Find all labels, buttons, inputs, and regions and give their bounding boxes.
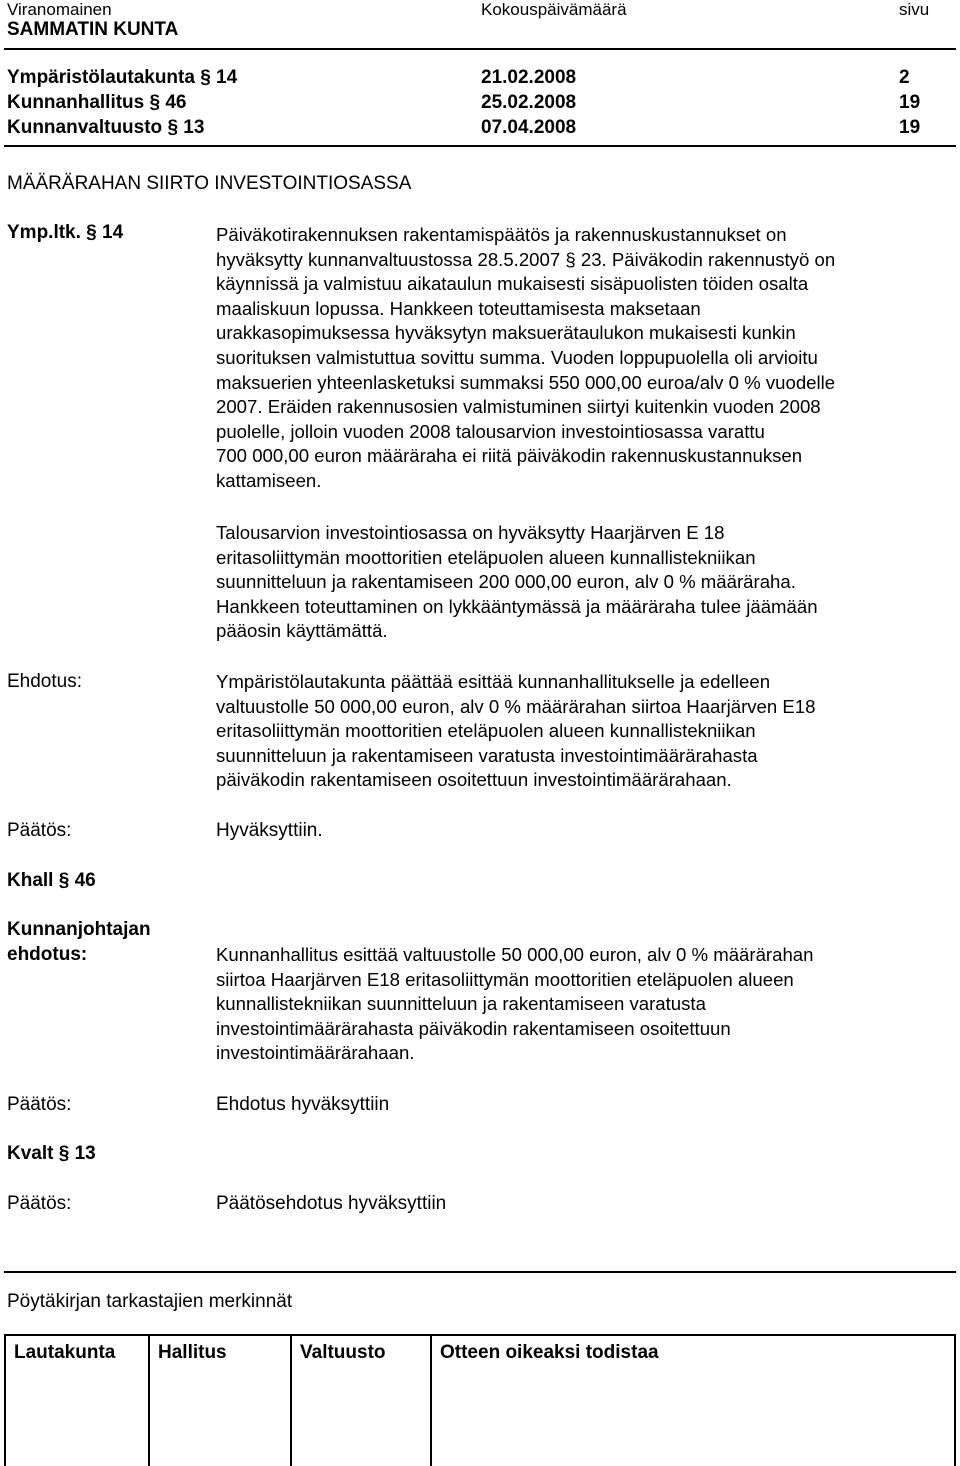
signature-column-label: Valtuusto xyxy=(300,1342,386,1363)
text-line: siirtoa Haarjärven E18 eritasoliittymän moottoritien eteläpuolen alueen xyxy=(216,968,794,990)
meeting-body: Ympäristölautakunta § 14 xyxy=(7,67,238,88)
header-page-label: sivu xyxy=(899,0,930,19)
text-line: Talousarvion investointiosassa on hyväksytty Haarjärven E 18 xyxy=(216,522,725,543)
reviewers-notes-title: Pöytäkirjan tarkastajien merkinnät xyxy=(7,1291,293,1312)
section-label-ymp: Ymp.ltk. § 14 xyxy=(7,222,124,243)
signature-cell-assembly xyxy=(292,1336,432,1466)
text-line: investointimäärärahaan. xyxy=(216,1042,415,1064)
signature-cell-council xyxy=(150,1336,292,1466)
kvalt-decision: Päätösehdotus hyväksyttiin xyxy=(216,1193,447,1214)
text-line: maksuerien yhteenlasketuksi summaksi 550 000,00 euroa/alv 0 % vuodelle xyxy=(216,371,836,393)
khall-proposal xyxy=(216,943,813,1066)
signature-cell-board xyxy=(6,1336,150,1466)
document-title: MÄÄRÄRAHAN SIIRTO INVESTOINTIOSASSA xyxy=(7,173,412,194)
meeting-body: Kunnanvaltuusto § 13 xyxy=(7,117,205,138)
header-authority-label: Viranomainen xyxy=(7,0,112,19)
text-line: pääosin käyttämättä. xyxy=(216,620,388,642)
text-line: investointimäärärahasta päiväkodin rakentamiseen osoitettuun xyxy=(216,1017,731,1039)
ymp-paragraph-1 xyxy=(216,223,835,494)
ymp-proposal-label: Ehdotus: xyxy=(7,671,82,692)
ymp-paragraph-2 xyxy=(216,521,818,644)
header-meeting-date-label: Kokouspäivämäärä xyxy=(481,0,627,19)
text-line: päiväkodin rakentamiseen osoitettuun investointimäärärahaan. xyxy=(216,769,732,791)
signature-cell-certified-copy xyxy=(432,1336,954,1466)
meeting-date: 07.04.2008 xyxy=(481,117,577,138)
meeting-page: 19 xyxy=(899,92,921,113)
ymp-decision: Hyväksyttiin. xyxy=(216,820,323,841)
signature-column-label: Otteen oikeaksi todistaa xyxy=(440,1342,659,1363)
text-line: maaliskuun lopussa. Hankkeen toteuttamisesta maksetaan xyxy=(216,297,701,319)
text-line: Kunnanhallitus esittää valtuustolle 50 000,00 euron, alv 0 % määrärahan xyxy=(216,944,814,965)
text-line: Hankkeen toteuttaminen on lykkääntymässä ja määräraha tulee jäämään xyxy=(216,595,818,617)
footer-divider xyxy=(4,1271,956,1273)
meeting-date: 25.02.2008 xyxy=(481,92,577,113)
text-line: suunnitteluun ja rakentamiseen 200 000,00 euron, alv 0 % määräraha. xyxy=(216,571,796,593)
text-line: puolelle, jolloin vuoden 2008 talousarvion investointiosassa varattu xyxy=(216,420,765,442)
text-line: eritasoliittymän moottoritien eteläpuolen alueen kunnallistekniikan xyxy=(216,720,756,742)
text-line: Ympäristölautakunta päättää esittää kunnanhallitukselle ja edelleen xyxy=(216,671,771,692)
kvalt-decision-label: Päätös: xyxy=(7,1193,72,1214)
text-line: suunnitteluun ja rakentamiseen varatusta investointimäärärahasta xyxy=(216,744,758,766)
ymp-decision-label: Päätös: xyxy=(7,820,72,841)
text-line: valtuustolle 50 000,00 euron, alv 0 % määrärahan siirtoa Haarjärven E18 xyxy=(216,695,816,717)
signature-column-label: Hallitus xyxy=(158,1342,227,1363)
ymp-proposal xyxy=(216,670,816,793)
text-line: urakkasopimuksessa hyväksytyn maksuerätaulukon mukaisesti kunkin xyxy=(216,322,796,344)
khall-decision-label: Päätös: xyxy=(7,1094,72,1115)
meeting-body: Kunnanhallitus § 46 xyxy=(7,92,187,113)
meetings-divider xyxy=(4,145,956,147)
text-line: 700 000,00 euron määräraha ei riitä päiväkodin rakennuskustannuksen xyxy=(216,445,803,467)
text-line: käynnissä ja valmistuu aikataulun mukaisesti sisäpuolisten töiden osalta xyxy=(216,273,809,295)
meeting-page: 2 xyxy=(899,67,910,88)
header-divider xyxy=(4,48,956,50)
organization-name: SAMMATIN KUNTA xyxy=(7,19,179,40)
text-line: hyväksytty kunnanvaltuustossa 28.5.2007 § 23. Päiväkodin rakennustyö on xyxy=(216,248,836,270)
text-line: kattamiseen. xyxy=(216,469,322,491)
meeting-page: 19 xyxy=(899,117,921,138)
text-line: Päiväkotirakennuksen rakentamispäätös ja rakennuskustannukset on xyxy=(216,224,787,245)
text-line: eritasoliittymän moottoritien eteläpuolen alueen kunnallistekniikan xyxy=(216,546,756,568)
section-label-kvalt: Kvalt § 13 xyxy=(7,1143,96,1164)
section-label-khall: Khall § 46 xyxy=(7,870,96,891)
signature-table xyxy=(4,1334,956,1466)
meeting-date: 21.02.2008 xyxy=(481,67,577,88)
khall-decision: Ehdotus hyväksyttiin xyxy=(216,1094,390,1115)
text-line: suorituksen valmistuttua sovittu summa. Vuoden loppupuolella oli arvioitu xyxy=(216,346,818,368)
khall-proposal-label-line2: ehdotus: xyxy=(7,944,88,965)
khall-proposal-label-line1: Kunnanjohtajan xyxy=(7,919,151,940)
text-line: kunnallistekniikan suunnitteluun ja rakentamiseen varatusta xyxy=(216,993,706,1015)
text-line: 2007. Eräiden rakennusosien valmistuminen siirtyi kuitenkin vuoden 2008 xyxy=(216,396,821,418)
signature-column-label: Lautakunta xyxy=(14,1342,116,1363)
